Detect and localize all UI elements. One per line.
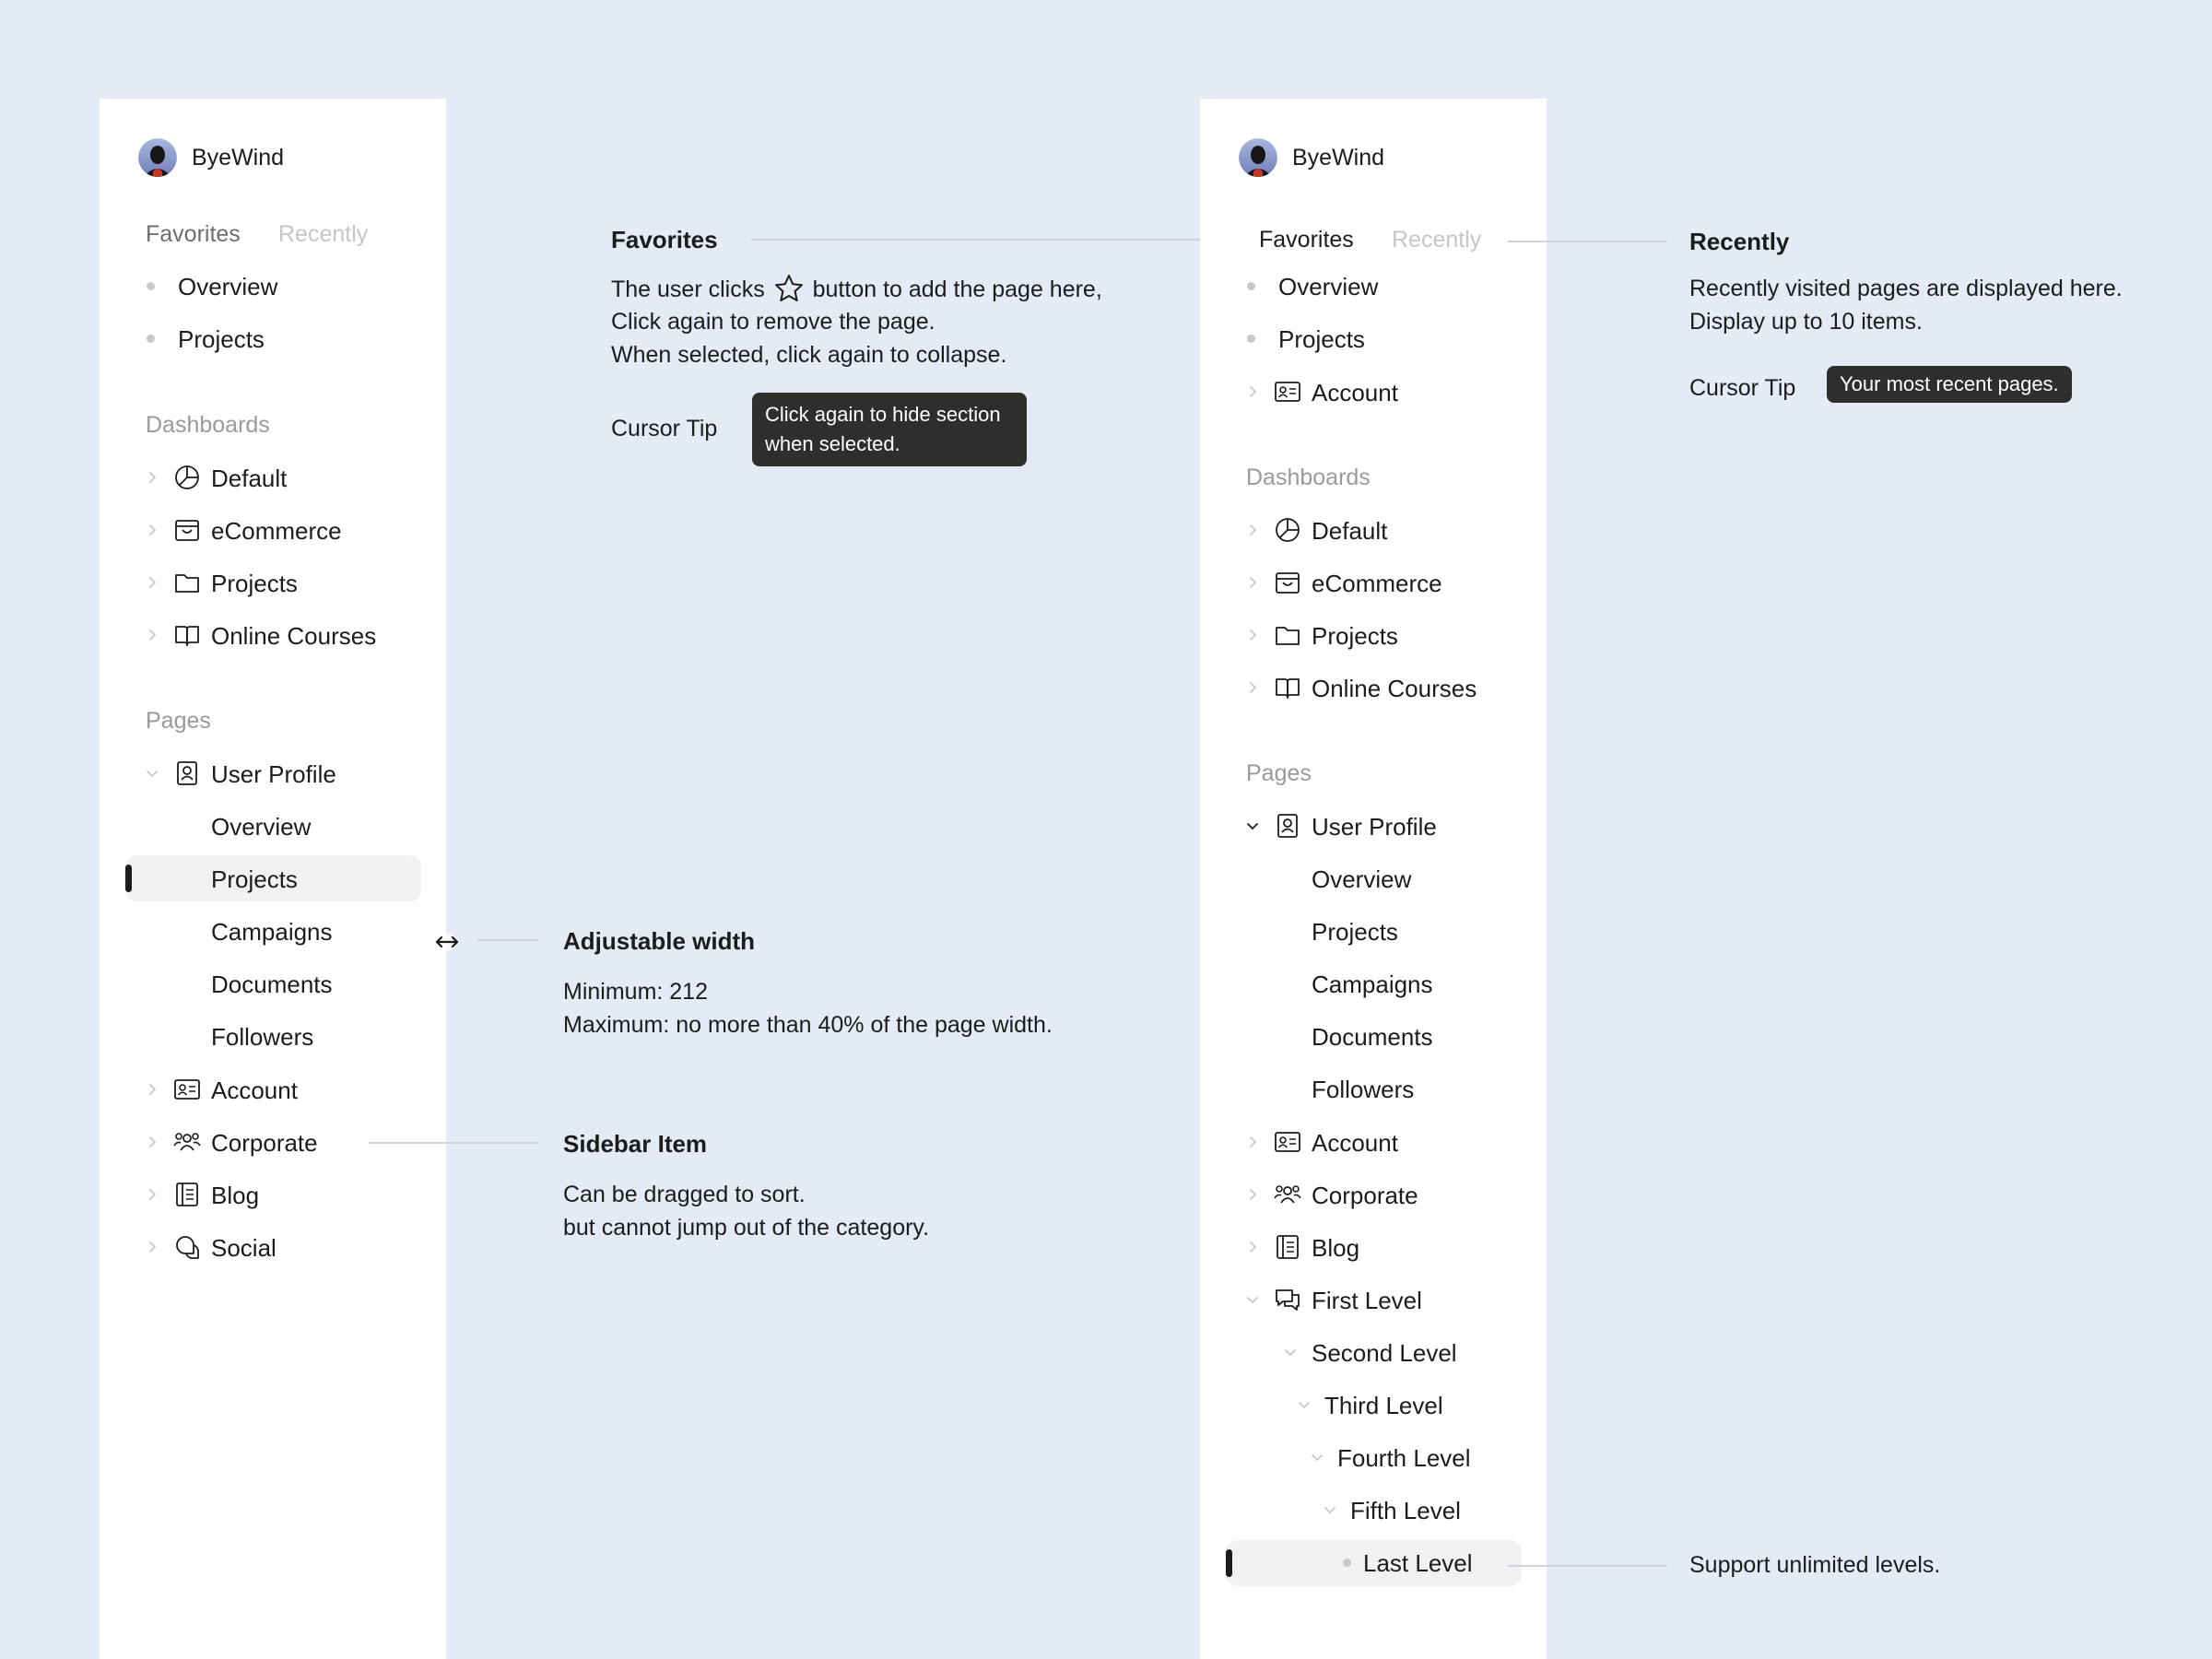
- chevron-right-icon[interactable]: [146, 576, 159, 589]
- favorite-item-overview[interactable]: Overview: [178, 273, 278, 300]
- chat-icon: [173, 1233, 201, 1261]
- connector-line: [1508, 241, 1667, 242]
- connector-line: [1508, 1565, 1667, 1567]
- sidebar-subitem-campaigns[interactable]: Campaigns: [1312, 971, 1433, 998]
- chats-icon: [1274, 1286, 1301, 1313]
- annotation-favorites-line2: Click again to remove the page.: [611, 309, 935, 335]
- annotation-sidebar-item-line1: Can be dragged to sort.: [563, 1182, 806, 1207]
- sidebar-item-account[interactable]: Account: [211, 1077, 298, 1104]
- section-dashboards: Dashboards: [146, 412, 270, 438]
- tooltip-recently: Your most recent pages.: [1827, 366, 2072, 403]
- cursor-tip-label: Cursor Tip: [611, 416, 718, 441]
- sidebar-item-projects[interactable]: Projects: [211, 570, 298, 597]
- sidebar-subitem-documents[interactable]: Documents: [1312, 1023, 1433, 1051]
- sidebar-item-corporate[interactable]: Corporate: [1312, 1182, 1418, 1209]
- sidebar-subitem-followers[interactable]: Followers: [211, 1023, 314, 1051]
- book-icon: [173, 621, 201, 649]
- avatar[interactable]: [1239, 138, 1277, 177]
- sidebar-item-corporate[interactable]: Corporate: [211, 1129, 318, 1157]
- folder-icon: [173, 569, 201, 596]
- sidebar-item-user-profile[interactable]: User Profile: [211, 760, 336, 788]
- sidebar-subitem-followers[interactable]: Followers: [1312, 1076, 1415, 1103]
- chevron-right-icon[interactable]: [1246, 1135, 1259, 1148]
- blog-icon: [1274, 1233, 1301, 1261]
- sidebar-item-ecommerce[interactable]: eCommerce: [1312, 570, 1442, 597]
- sidebar-item-fourth-level[interactable]: Fourth Level: [1337, 1444, 1471, 1472]
- favorite-item-projects[interactable]: Projects: [178, 325, 265, 353]
- bullet-icon: [1247, 282, 1255, 290]
- tab-favorites[interactable]: Favorites: [1259, 227, 1354, 253]
- sidebar-item-blog[interactable]: Blog: [1312, 1234, 1360, 1262]
- sidebar-item-default[interactable]: Default: [211, 465, 288, 492]
- chevron-down-icon[interactable]: [1246, 1293, 1259, 1306]
- sidebar-item-account[interactable]: Account: [1312, 1129, 1398, 1157]
- tab-recently[interactable]: Recently: [1392, 227, 1482, 253]
- shopping-bag-icon: [1274, 569, 1301, 596]
- connector-line: [369, 1142, 538, 1144]
- chevron-right-icon[interactable]: [1246, 576, 1259, 589]
- id-card-icon: [1274, 1128, 1301, 1156]
- chevron-right-icon[interactable]: [146, 1241, 159, 1253]
- users-icon: [1274, 1181, 1301, 1208]
- annotation-recently-title: Recently: [1689, 228, 1790, 255]
- favorite-item-account[interactable]: Account: [1312, 379, 1398, 406]
- sidebar-subitem-overview[interactable]: Overview: [211, 813, 312, 841]
- bullet-icon: [147, 335, 155, 343]
- tooltip-text: Click again to hide section: [765, 403, 1001, 426]
- sidebar-item-last-level[interactable]: Last Level: [1363, 1549, 1473, 1577]
- chevron-right-icon[interactable]: [146, 1188, 159, 1201]
- selected-indicator: [1226, 1549, 1232, 1577]
- chevron-down-icon[interactable]: [1311, 1451, 1324, 1464]
- brand-name: ByeWind: [1292, 145, 1385, 171]
- tooltip-text: when selected.: [765, 432, 900, 455]
- sidebar-subitem-documents[interactable]: Documents: [211, 971, 333, 998]
- sidebar-subitem-campaigns[interactable]: Campaigns: [211, 918, 333, 946]
- sidebar-item-first-level[interactable]: First Level: [1312, 1287, 1422, 1314]
- connector-line: [751, 239, 1240, 241]
- sidebar-item-projects[interactable]: Projects: [1312, 622, 1398, 650]
- users-icon: [173, 1128, 201, 1156]
- annotation-recently-line1: Recently visited pages are displayed here.: [1689, 276, 2123, 301]
- pie-chart-icon: [173, 464, 201, 491]
- chevron-right-icon[interactable]: [1246, 681, 1259, 694]
- folder-icon: [1274, 621, 1301, 649]
- bullet-icon: [1247, 335, 1255, 343]
- shopping-bag-icon: [173, 516, 201, 544]
- annotation-recently-line2: Display up to 10 items.: [1689, 309, 1923, 335]
- sidebar-item-ecommerce[interactable]: eCommerce: [211, 517, 342, 545]
- favorite-item-projects[interactable]: Projects: [1278, 325, 1365, 353]
- annotation-text: button to add the page here,: [812, 276, 1102, 302]
- sidebar-item-social[interactable]: Social: [211, 1234, 276, 1262]
- chevron-right-icon[interactable]: [1246, 629, 1259, 641]
- star-icon: [773, 274, 805, 303]
- annotation-sidebar-item-title: Sidebar Item: [563, 1130, 708, 1158]
- annotation-adjustable-title: Adjustable width: [563, 927, 755, 955]
- sidebar-item-fifth-level[interactable]: Fifth Level: [1350, 1497, 1461, 1524]
- bullet-icon: [147, 282, 155, 290]
- annotation-favorites-title: Favorites: [611, 226, 718, 253]
- sidebar-subitem-projects[interactable]: Projects: [211, 865, 298, 893]
- avatar[interactable]: [138, 138, 177, 177]
- chevron-right-icon[interactable]: [1246, 385, 1259, 398]
- tooltip-favorites: [752, 393, 1027, 466]
- sidebar-item-blog[interactable]: Blog: [211, 1182, 260, 1209]
- section-pages: Pages: [1246, 760, 1312, 786]
- resize-handle-icon[interactable]: [433, 932, 461, 952]
- sidebar-item-second-level[interactable]: Second Level: [1312, 1339, 1457, 1367]
- tab-favorites[interactable]: Favorites: [146, 221, 241, 247]
- sidebar-item-user-profile[interactable]: User Profile: [1312, 813, 1437, 841]
- sidebar-item-online-courses[interactable]: Online Courses: [211, 622, 377, 650]
- brand-name: ByeWind: [192, 145, 285, 171]
- sidebar-item-online-courses[interactable]: Online Courses: [1312, 675, 1477, 702]
- favorite-item-overview[interactable]: Overview: [1278, 273, 1379, 300]
- chevron-right-icon[interactable]: [146, 1083, 159, 1096]
- chevron-right-icon[interactable]: [146, 629, 159, 641]
- connector-line: [477, 939, 538, 941]
- chevron-down-icon[interactable]: [146, 767, 159, 780]
- annotation-text: The user clicks: [611, 276, 765, 302]
- chevron-down-icon[interactable]: [1246, 819, 1259, 832]
- annotation-favorites-line3: When selected, click again to collapse.: [611, 342, 1007, 368]
- blog-icon: [173, 1181, 201, 1208]
- book-icon: [1274, 674, 1301, 701]
- user-profile-icon: [173, 759, 201, 787]
- annotation-adjustable-line2: Maximum: no more than 40% of the page width.: [563, 1012, 1053, 1038]
- tab-recently[interactable]: Recently: [278, 221, 369, 247]
- chevron-right-icon[interactable]: [146, 1135, 159, 1148]
- sidebar-subitem-projects[interactable]: Projects: [1312, 918, 1398, 946]
- sidebar-subitem-overview[interactable]: Overview: [1312, 865, 1412, 893]
- chevron-down-icon[interactable]: [1284, 1346, 1297, 1359]
- section-dashboards: Dashboards: [1246, 465, 1371, 490]
- section-pages: Pages: [146, 708, 211, 734]
- bullet-icon: [1343, 1559, 1351, 1567]
- sidebar-item-third-level[interactable]: Third Level: [1324, 1392, 1443, 1419]
- annotation-sidebar-item-line2: but cannot jump out of the category.: [563, 1215, 930, 1241]
- annotation-levels: Support unlimited levels.: [1689, 1552, 1941, 1578]
- annotation-favorites-line1: [611, 274, 1102, 303]
- id-card-icon: [1274, 378, 1301, 406]
- chevron-right-icon[interactable]: [1246, 1241, 1259, 1253]
- cursor-tip-label: Cursor Tip: [1689, 375, 1796, 401]
- annotation-adjustable-line1: Minimum: 212: [563, 979, 708, 1005]
- chevron-down-icon[interactable]: [1298, 1398, 1311, 1411]
- selected-indicator: [125, 865, 132, 892]
- pie-chart-icon: [1274, 516, 1301, 544]
- user-profile-icon: [1274, 812, 1301, 840]
- sidebar-item-default[interactable]: Default: [1312, 517, 1388, 545]
- chevron-right-icon[interactable]: [1246, 1188, 1259, 1201]
- chevron-right-icon[interactable]: [1246, 524, 1259, 536]
- id-card-icon: [173, 1076, 201, 1103]
- chevron-right-icon[interactable]: [146, 471, 159, 484]
- chevron-right-icon[interactable]: [146, 524, 159, 536]
- chevron-down-icon[interactable]: [1324, 1503, 1336, 1516]
